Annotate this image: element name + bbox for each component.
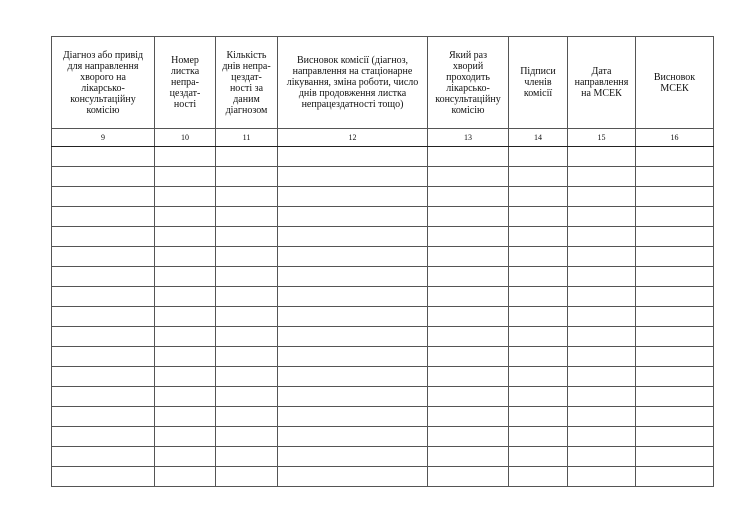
table-cell[interactable] bbox=[636, 187, 714, 207]
table-cell[interactable] bbox=[52, 267, 155, 287]
table-row bbox=[52, 407, 714, 427]
table-cell[interactable] bbox=[216, 187, 278, 207]
table-cell[interactable] bbox=[216, 267, 278, 287]
table-cell[interactable] bbox=[52, 167, 155, 187]
column-number: 15 bbox=[568, 129, 636, 147]
table-cell[interactable] bbox=[52, 207, 155, 227]
table-cell[interactable] bbox=[52, 147, 155, 167]
table-cell[interactable] bbox=[636, 347, 714, 367]
table-cell[interactable] bbox=[155, 247, 216, 267]
table-cell[interactable] bbox=[636, 247, 714, 267]
table-cell[interactable] bbox=[155, 327, 216, 347]
table-cell[interactable] bbox=[568, 467, 636, 487]
table-cell[interactable] bbox=[636, 267, 714, 287]
table-cell[interactable] bbox=[636, 407, 714, 427]
table-cell[interactable] bbox=[428, 187, 509, 207]
table-cell[interactable] bbox=[509, 387, 568, 407]
table-cell[interactable] bbox=[428, 407, 509, 427]
table-row bbox=[52, 267, 714, 287]
column-header-member-signatures: Підписи членів комісії bbox=[509, 37, 568, 129]
table-cell[interactable] bbox=[278, 347, 428, 367]
table-cell[interactable] bbox=[568, 187, 636, 207]
table-cell[interactable] bbox=[216, 287, 278, 307]
table-cell[interactable] bbox=[428, 247, 509, 267]
table-cell[interactable] bbox=[636, 327, 714, 347]
column-number: 9 bbox=[52, 129, 155, 147]
table-cell[interactable] bbox=[509, 227, 568, 247]
table-cell[interactable] bbox=[428, 147, 509, 167]
table-cell[interactable] bbox=[428, 327, 509, 347]
table-cell[interactable] bbox=[155, 467, 216, 487]
table-cell[interactable] bbox=[636, 307, 714, 327]
table-cell[interactable] bbox=[278, 227, 428, 247]
column-header-sick-days-count: Кількість днів непра- цездат- ності за даним діагнозом bbox=[216, 37, 278, 129]
table-cell[interactable] bbox=[278, 167, 428, 187]
table-cell[interactable] bbox=[52, 187, 155, 207]
table-cell[interactable] bbox=[428, 287, 509, 307]
table-cell[interactable] bbox=[216, 467, 278, 487]
registration-form-table bbox=[51, 36, 714, 487]
column-number: 13 bbox=[428, 129, 509, 147]
table-row bbox=[52, 227, 714, 247]
table-cell[interactable] bbox=[568, 247, 636, 267]
table-cell[interactable] bbox=[568, 207, 636, 227]
table-cell[interactable] bbox=[278, 287, 428, 307]
column-header-diagnosis: Діагноз або привід для направлення хворого на лікарсько- консультаційну комісію bbox=[52, 37, 155, 129]
table-cell[interactable] bbox=[155, 287, 216, 307]
table-cell[interactable] bbox=[428, 367, 509, 387]
table-cell[interactable] bbox=[155, 387, 216, 407]
table-row bbox=[52, 287, 714, 307]
table-cell[interactable] bbox=[509, 347, 568, 367]
table-cell[interactable] bbox=[52, 247, 155, 267]
table-cell[interactable] bbox=[278, 367, 428, 387]
table-cell[interactable] bbox=[216, 167, 278, 187]
column-number: 12 bbox=[278, 129, 428, 147]
table-cell[interactable] bbox=[428, 207, 509, 227]
table-cell[interactable] bbox=[155, 207, 216, 227]
table-row bbox=[52, 207, 714, 227]
table-cell[interactable] bbox=[428, 347, 509, 367]
table-cell[interactable] bbox=[509, 447, 568, 467]
table-cell[interactable] bbox=[155, 227, 216, 247]
table-cell[interactable] bbox=[509, 167, 568, 187]
table-cell[interactable] bbox=[216, 407, 278, 427]
table-row bbox=[52, 427, 714, 447]
table-cell[interactable] bbox=[278, 247, 428, 267]
table-cell[interactable] bbox=[509, 467, 568, 487]
table-cell[interactable] bbox=[216, 247, 278, 267]
table-cell[interactable] bbox=[509, 207, 568, 227]
table-cell[interactable] bbox=[155, 307, 216, 327]
table-cell[interactable] bbox=[216, 347, 278, 367]
column-header-commission-conclusion: Висновок комісії (діагноз, направлення на стаціонарне лікування, зміна роботи, число днів продовження листка непрацездатності тощо) bbox=[278, 37, 428, 129]
table-cell[interactable] bbox=[52, 427, 155, 447]
table-cell[interactable] bbox=[216, 147, 278, 167]
table-cell[interactable] bbox=[568, 427, 636, 447]
column-number-row bbox=[52, 129, 714, 147]
table-cell[interactable] bbox=[278, 267, 428, 287]
table-cell[interactable] bbox=[278, 387, 428, 407]
table-row bbox=[52, 387, 714, 407]
column-header-msek-referral-date: Дата направлення на МСЕК bbox=[568, 37, 636, 129]
table-cell[interactable] bbox=[52, 307, 155, 327]
table-cell[interactable] bbox=[509, 407, 568, 427]
table-cell[interactable] bbox=[278, 447, 428, 467]
table-row bbox=[52, 347, 714, 367]
table-cell[interactable] bbox=[216, 327, 278, 347]
table-cell[interactable] bbox=[636, 467, 714, 487]
table-cell[interactable] bbox=[428, 167, 509, 187]
table-cell[interactable] bbox=[568, 347, 636, 367]
table-cell[interactable] bbox=[155, 187, 216, 207]
table-cell[interactable] bbox=[428, 387, 509, 407]
table-cell[interactable] bbox=[52, 367, 155, 387]
table-cell[interactable] bbox=[509, 267, 568, 287]
table-cell[interactable] bbox=[216, 427, 278, 447]
table-cell[interactable] bbox=[636, 427, 714, 447]
table-cell[interactable] bbox=[216, 447, 278, 467]
column-number: 14 bbox=[509, 129, 568, 147]
table-cell[interactable] bbox=[509, 327, 568, 347]
table-cell[interactable] bbox=[509, 307, 568, 327]
table-cell[interactable] bbox=[568, 387, 636, 407]
table-cell[interactable] bbox=[278, 187, 428, 207]
table-cell[interactable] bbox=[509, 187, 568, 207]
table-row bbox=[52, 307, 714, 327]
table-cell[interactable] bbox=[52, 287, 155, 307]
table-cell[interactable] bbox=[155, 447, 216, 467]
table-row bbox=[52, 187, 714, 207]
table-cell[interactable] bbox=[568, 447, 636, 467]
table-cell[interactable] bbox=[568, 327, 636, 347]
table-cell[interactable] bbox=[636, 167, 714, 187]
table-row bbox=[52, 447, 714, 467]
table-cell[interactable] bbox=[636, 227, 714, 247]
table-cell[interactable] bbox=[428, 427, 509, 447]
table-cell[interactable] bbox=[636, 287, 714, 307]
table-cell[interactable] bbox=[636, 387, 714, 407]
table-cell[interactable] bbox=[216, 227, 278, 247]
table-cell[interactable] bbox=[568, 407, 636, 427]
table-cell[interactable] bbox=[155, 167, 216, 187]
form-body bbox=[52, 147, 714, 487]
table-cell[interactable] bbox=[216, 387, 278, 407]
table-cell[interactable] bbox=[509, 147, 568, 167]
column-header-visit-count: Який раз хворий проходить лікарсько- консультаційну комісію bbox=[428, 37, 509, 129]
table-cell[interactable] bbox=[52, 407, 155, 427]
table-cell[interactable] bbox=[509, 247, 568, 267]
table-cell[interactable] bbox=[155, 427, 216, 447]
column-number: 11 bbox=[216, 129, 278, 147]
table-cell[interactable] bbox=[216, 307, 278, 327]
column-header-msek-conclusion: Висновок МСЕК bbox=[636, 37, 714, 129]
table-row bbox=[52, 167, 714, 187]
table-cell[interactable] bbox=[636, 447, 714, 467]
table-cell[interactable] bbox=[278, 207, 428, 227]
table-row bbox=[52, 327, 714, 347]
table-cell[interactable] bbox=[428, 447, 509, 467]
table-cell[interactable] bbox=[509, 427, 568, 447]
table-cell[interactable] bbox=[509, 287, 568, 307]
table-cell[interactable] bbox=[278, 407, 428, 427]
table-row bbox=[52, 247, 714, 267]
table-cell[interactable] bbox=[216, 207, 278, 227]
table-cell[interactable] bbox=[428, 307, 509, 327]
table-row bbox=[52, 467, 714, 487]
table-cell[interactable] bbox=[428, 227, 509, 247]
table-cell[interactable] bbox=[155, 407, 216, 427]
table-cell[interactable] bbox=[52, 327, 155, 347]
table-cell[interactable] bbox=[155, 367, 216, 387]
table-cell[interactable] bbox=[278, 427, 428, 447]
table-row bbox=[52, 367, 714, 387]
table-cell[interactable] bbox=[636, 147, 714, 167]
header-row bbox=[52, 37, 714, 129]
table-cell[interactable] bbox=[428, 467, 509, 487]
table-cell[interactable] bbox=[428, 267, 509, 287]
column-number: 16 bbox=[636, 129, 714, 147]
table-cell[interactable] bbox=[568, 147, 636, 167]
table-cell[interactable] bbox=[278, 467, 428, 487]
table-cell[interactable] bbox=[52, 347, 155, 367]
table-cell[interactable] bbox=[52, 467, 155, 487]
table-cell[interactable] bbox=[52, 227, 155, 247]
table-cell[interactable] bbox=[216, 367, 278, 387]
table-cell[interactable] bbox=[568, 307, 636, 327]
table-cell[interactable] bbox=[155, 147, 216, 167]
table-cell[interactable] bbox=[155, 267, 216, 287]
table-cell[interactable] bbox=[636, 207, 714, 227]
table-row bbox=[52, 147, 714, 167]
table-cell[interactable] bbox=[278, 307, 428, 327]
table-cell[interactable] bbox=[568, 287, 636, 307]
table-cell[interactable] bbox=[568, 167, 636, 187]
table-cell[interactable] bbox=[52, 447, 155, 467]
column-header-sick-leave-number: Номер листка непра- цездат- ності bbox=[155, 37, 216, 129]
table-cell[interactable] bbox=[568, 367, 636, 387]
table-cell[interactable] bbox=[636, 367, 714, 387]
table-cell[interactable] bbox=[568, 267, 636, 287]
table-cell[interactable] bbox=[568, 227, 636, 247]
column-number: 10 bbox=[155, 129, 216, 147]
table-cell[interactable] bbox=[509, 367, 568, 387]
table-cell[interactable] bbox=[52, 387, 155, 407]
table-cell[interactable] bbox=[278, 327, 428, 347]
table-cell[interactable] bbox=[155, 347, 216, 367]
table-cell[interactable] bbox=[278, 147, 428, 167]
